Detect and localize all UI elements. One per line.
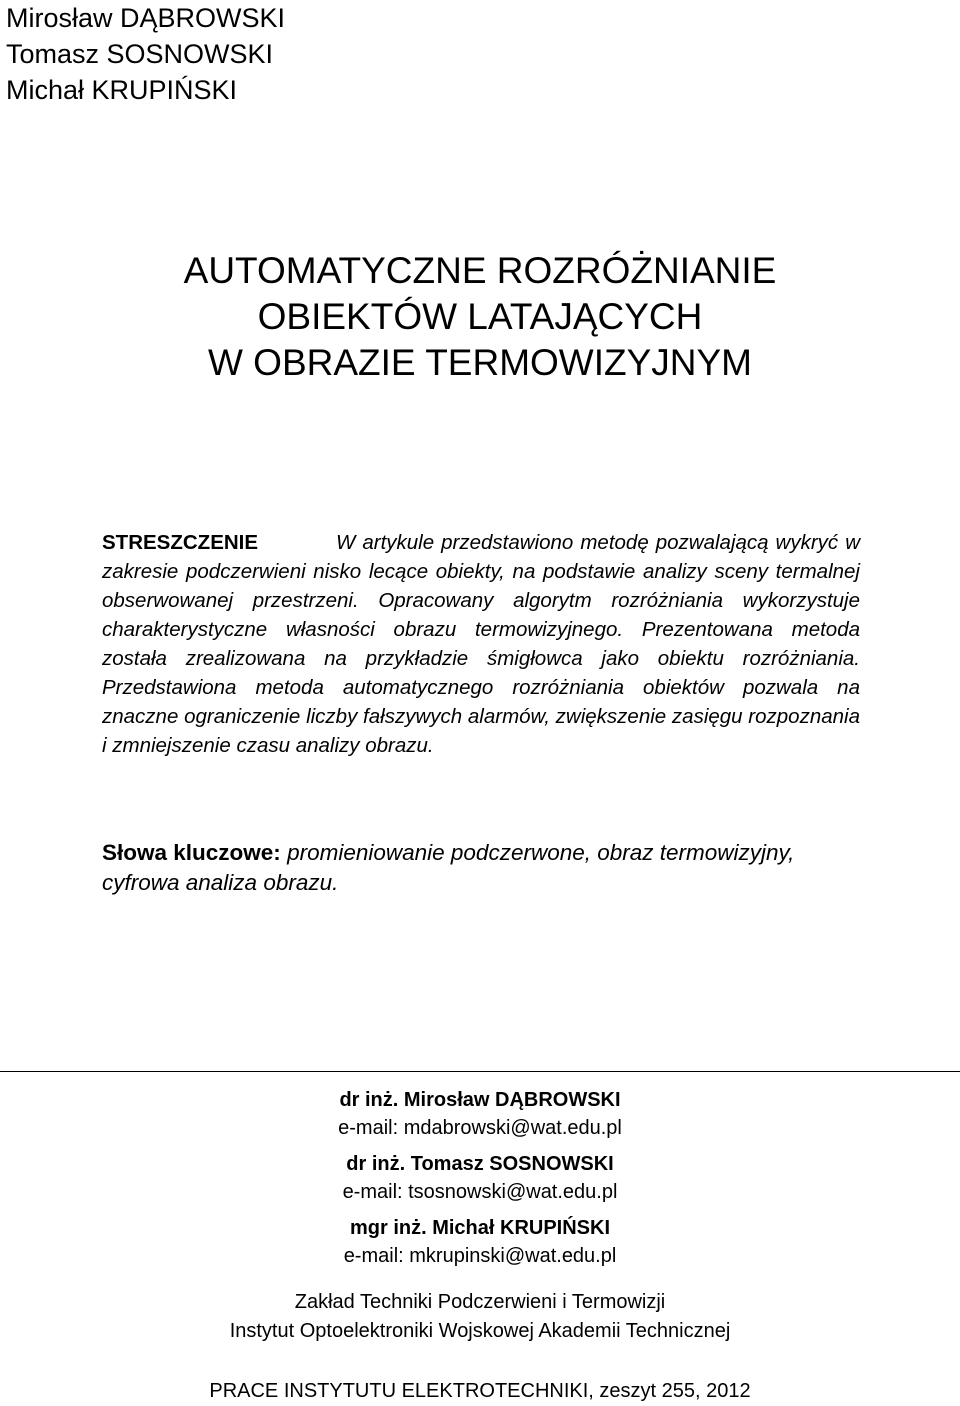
contact-block [0,1086,960,1142]
divider-line [0,1071,960,1072]
contact-email: e-mail: tsosnowski@wat.edu.pl [342,1181,618,1203]
institution-line: Zakład Techniki Podczerwieni i Termowizji [294,1291,666,1313]
title-line: W OBRAZIE TERMOWIZYJNYM [207,342,753,383]
contact-name: dr inż. Tomasz SOSNOWSKI [346,1153,614,1175]
journal-citation: PRACE INSTYTUTU ELEKTROTECHNIKI, zeszyt 255, 2012 [209,1380,751,1402]
title-line: AUTOMATYCZNE ROZRÓŻNIANIE [183,250,777,291]
contact-email: e-mail: mkrupinski@wat.edu.pl [343,1245,617,1267]
author-contacts [0,1086,960,1278]
author-name: Tomasz SOSNOWSKI [6,39,274,69]
contact-block [0,1150,960,1206]
abstract-text: W artykule przedstawiono metodę pozwalającą wykryć w zakresie podczerwieni nisko lecące obiekty, na podstawie analizy sceny termalnej obserwowanej przestrzeni. Opracowany algorytm rozróżniania wykorzystuje charakterystyczne własności obrazu termowizyjnego. Prezentowana metoda została zrealizowana na przykładzie śmigłowca jako obiektu rozróżniania. Przedstawiona metoda automatycznego rozróżniania obiektów pozwala na znaczne ograniczenie liczby fałszywych alarmów, zwiększenie zasięgu rozpoznania i zmniejszenie czasu analizy obrazu. [102,531,860,757]
author-name: Mirosław DĄBROWSKI [6,3,286,33]
contact-name: mgr inż. Michał KRUPIŃSKI [349,1217,611,1239]
institution-line: Instytut Optoelektroniki Wojskowej Akademii Technicznej [229,1320,731,1342]
keywords [102,838,872,898]
contact-name: dr inż. Mirosław DĄBROWSKI [339,1089,621,1111]
abstract-label: STRESZCZENIE [102,531,259,554]
institution [0,1288,960,1346]
keywords-label: Słowa kluczowe: [102,840,281,865]
paper-title [0,248,960,386]
author-name: Michał KRUPIŃSKI [6,75,238,105]
contact-email: e-mail: mdabrowski@wat.edu.pl [338,1117,622,1139]
keywords-text: promieniowanie podczerwone, obraz termowizyjny, cyfrowa analiza obrazu. [102,840,795,895]
abstract [102,528,860,760]
title-line: OBIEKTÓW LATAJĄCYCH [257,296,703,337]
author-list [6,0,285,108]
contact-block [0,1214,960,1270]
